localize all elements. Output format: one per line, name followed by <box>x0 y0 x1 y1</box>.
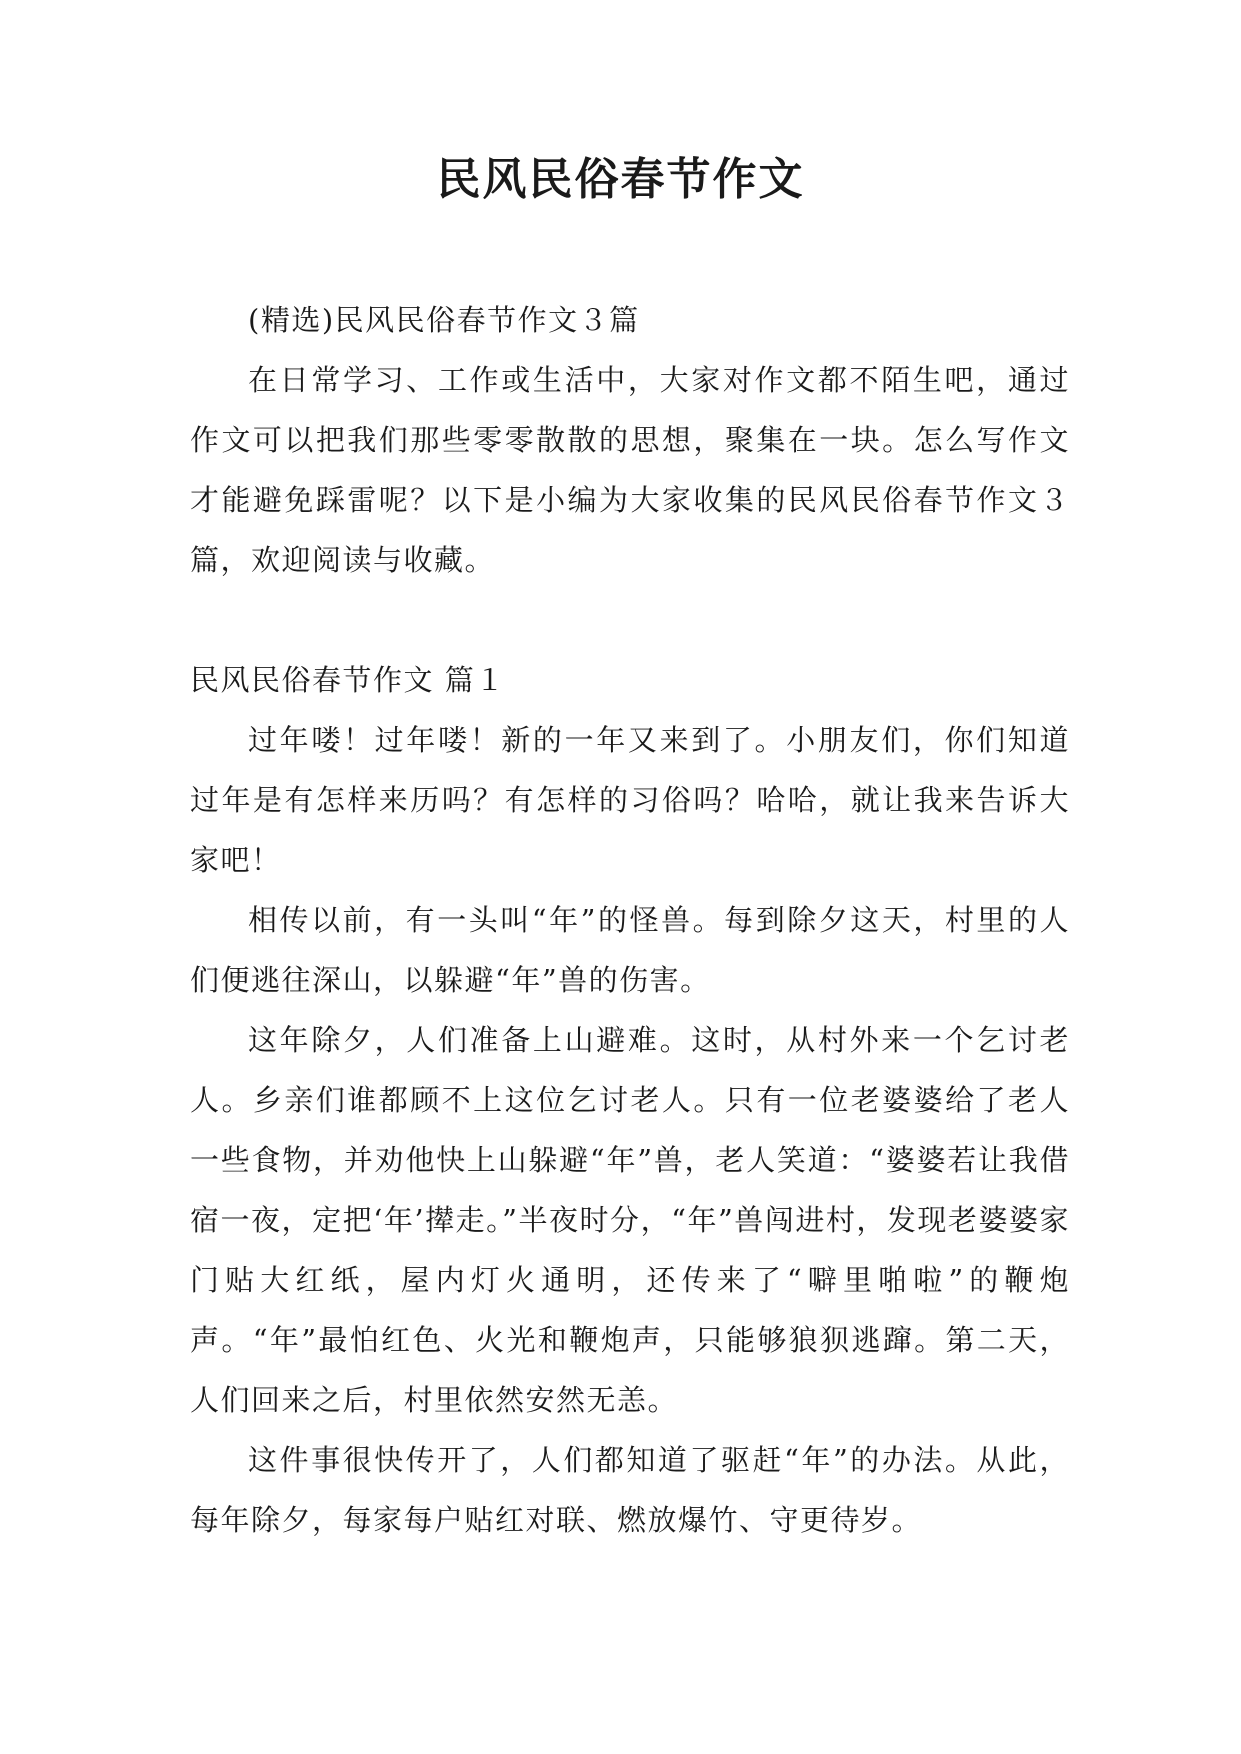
document-subtitle: (精选)民风民俗春节作文３篇 <box>248 303 640 337</box>
section-spacer <box>190 590 1070 650</box>
document-body <box>190 290 1070 1550</box>
section-paragraph: 这件事很快传开了，人们都知道了驱赶“年”的办法。从此，每年除夕，每家每户贴红对联、燃放爆竹、守更待岁。 <box>190 1443 1070 1537</box>
section-paragraph: 这年除夕，人们准备上山避难。这时，从村外来一个乞讨老人。乡亲们谁都顾不上这位乞讨老人。只有一位老婆婆给了老人一些食物，并劝他快上山躲避“年”兽，老人笑道：“婆婆若让我借宿一夜，定把‘年’撵走。”半夜时分，“年”兽闯进村，发现老婆婆家门贴大红纸，屋内灯火通明，还传来了“噼里啪啦”的鞭炮声。“年”最怕红色、火光和鞭炮声，只能够狼狈逃蹿。第二天，人们回来之后，村里依然安然无恙。 <box>190 1023 1070 1417</box>
document-title: 民风民俗春节作文 <box>436 154 805 205</box>
section-paragraph: 相传以前，有一头叫“年”的怪兽。每到除夕这天，村里的人们便逃往深山，以躲避“年”兽的伤害。 <box>190 903 1070 997</box>
section-paragraph: 过年喽！过年喽！新的一年又来到了。小朋友们，你们知道过年是有怎样来历吗？有怎样的习俗吗？哈哈，就让我来告诉大家吧！ <box>190 723 1070 877</box>
section-heading: 民风民俗春节作文 篇１ <box>190 663 506 697</box>
intro-paragraph: 在日常学习、工作或生活中，大家对作文都不陌生吧，通过作文可以把我们那些零零散散的思想，聚集在一块。怎么写作文才能避免踩雷呢？以下是小编为大家收集的民风民俗春节作文３篇，欢迎阅读与收藏。 <box>190 363 1070 577</box>
